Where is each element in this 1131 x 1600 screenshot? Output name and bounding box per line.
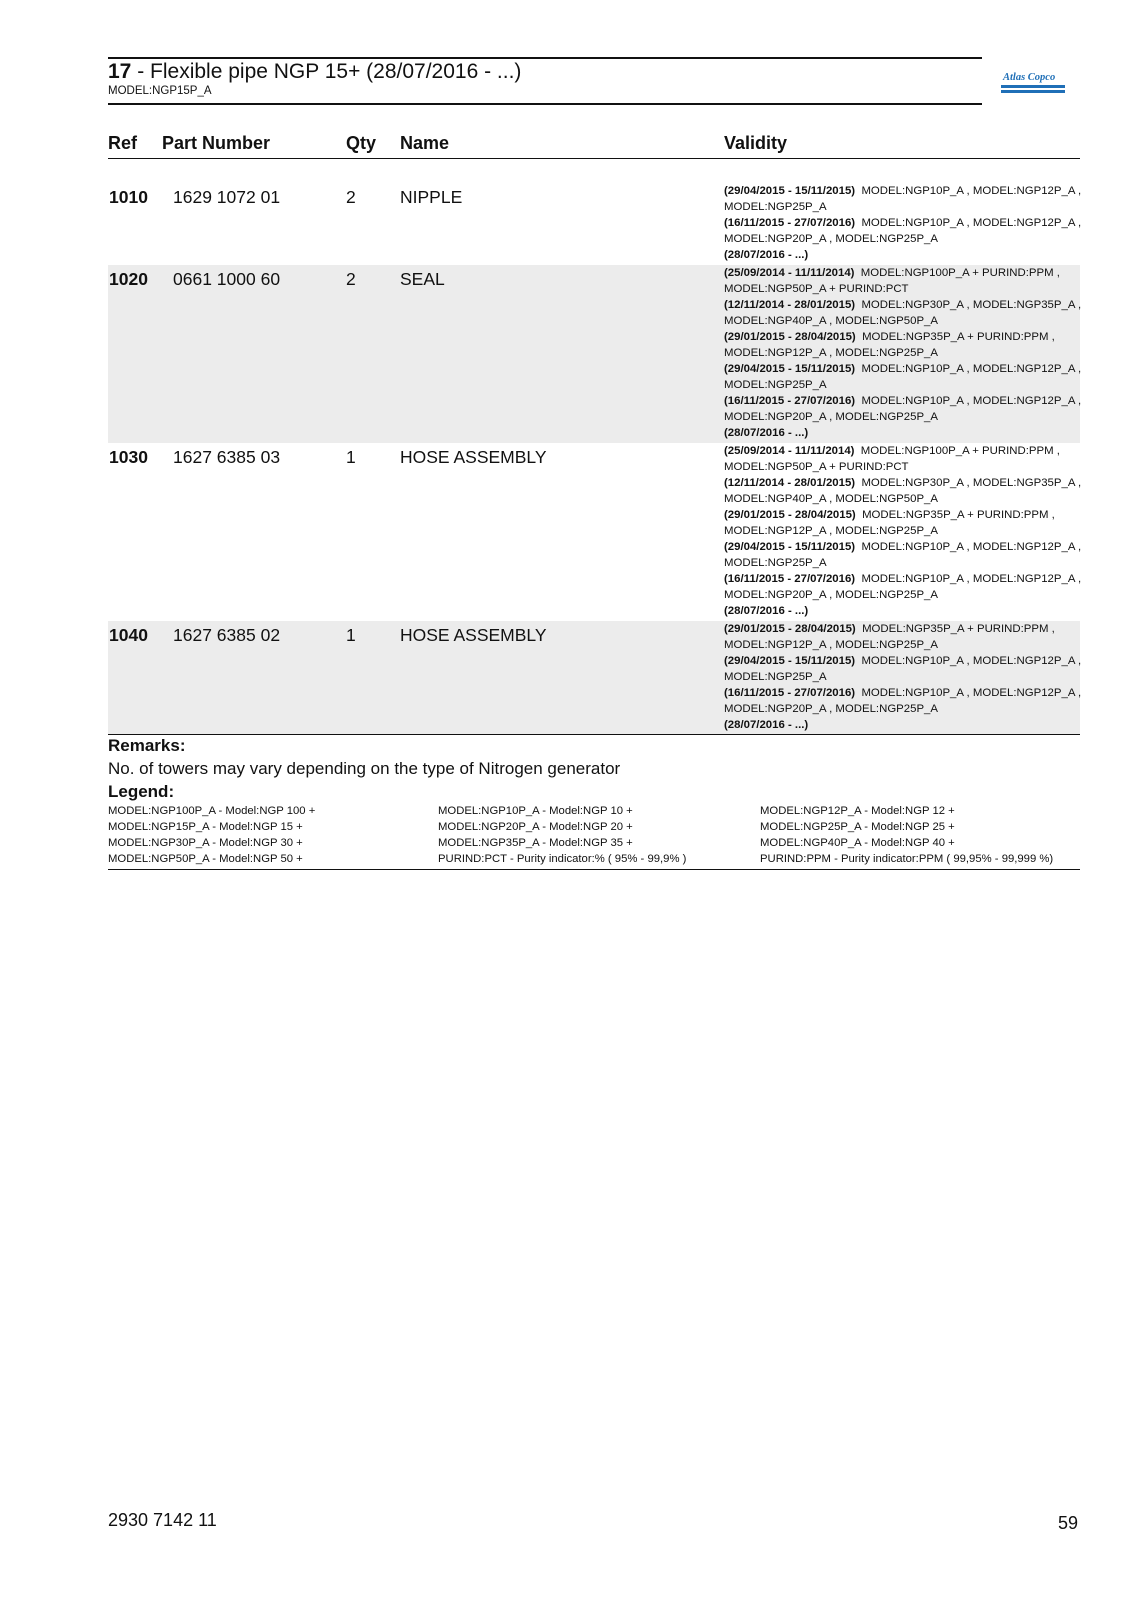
validity-line	[724, 653, 1080, 669]
legend-item: MODEL:NGP40P_A - Model:NGP 40 +	[760, 837, 955, 849]
table-row	[108, 621, 1080, 734]
validity-models: MODEL:NGP10P_A , MODEL:NGP12P_A ,	[855, 185, 1082, 197]
validity-date-range: (12/11/2014 - 28/01/2015)	[724, 299, 856, 311]
ref-cell: 1040	[109, 625, 148, 645]
section-title: - Flexible pipe NGP 15+ (28/07/2016 - ...)	[131, 60, 522, 83]
legend-item: PURIND:PCT - Purity indicator:% ( 95% - 99,9% )	[438, 853, 687, 865]
qty-cell: 1	[346, 447, 356, 467]
legend-item: MODEL:NGP10P_A - Model:NGP 10 +	[438, 805, 633, 817]
validity-line	[724, 555, 1080, 571]
section-number: 17	[108, 60, 132, 83]
validity-date-range: (28/07/2016 - ...)	[724, 249, 809, 261]
validity-line	[724, 717, 1080, 733]
validity-date-range: (29/04/2015 - 15/11/2015)	[724, 185, 856, 197]
legend-bottom-divider	[108, 869, 1080, 870]
validity-line	[724, 377, 1080, 393]
validity-models: MODEL:NGP35P_A + PURIND:PPM ,	[855, 623, 1055, 635]
validity-date-range: (29/01/2015 - 28/04/2015)	[724, 331, 856, 343]
validity-models: MODEL:NGP10P_A , MODEL:NGP12P_A ,	[855, 573, 1082, 585]
validity-date-range: (25/09/2014 - 11/11/2014)	[724, 267, 855, 279]
validity-models: MODEL:NGP100P_A + PURIND:PPM ,	[854, 445, 1060, 457]
qty-cell: 2	[346, 269, 356, 289]
validity-date-range: (29/01/2015 - 28/04/2015)	[724, 623, 856, 635]
validity-line	[724, 361, 1080, 377]
name-cell: NIPPLE	[400, 187, 463, 207]
validity-models: MODEL:NGP30P_A , MODEL:NGP35P_A ,	[855, 299, 1082, 311]
validity-models: MODEL:NGP25P_A	[724, 379, 827, 391]
validity-date-range: (29/01/2015 - 28/04/2015)	[724, 509, 856, 521]
column-header-validity: Validity	[724, 133, 788, 153]
qty-cell: 1	[346, 625, 356, 645]
validity-models: MODEL:NGP20P_A , MODEL:NGP25P_A	[724, 233, 938, 245]
validity-models: MODEL:NGP12P_A , MODEL:NGP25P_A	[724, 639, 938, 651]
part-number-cell: 1629 1072 01	[173, 187, 281, 207]
validity-models: MODEL:NGP40P_A , MODEL:NGP50P_A	[724, 493, 938, 505]
validity-line	[724, 539, 1080, 555]
legend-item: MODEL:NGP50P_A - Model:NGP 50 +	[108, 853, 303, 865]
validity-line	[724, 247, 1080, 263]
legend-item: MODEL:NGP35P_A - Model:NGP 35 +	[438, 837, 633, 849]
page-number: 59	[1058, 1513, 1079, 1533]
validity-line	[724, 685, 1080, 701]
page-header	[108, 57, 982, 105]
ref-cell: 1030	[109, 447, 148, 467]
validity-line	[724, 199, 1080, 215]
validity-line	[724, 345, 1080, 361]
atlas-copco-logo	[1001, 67, 1065, 95]
validity-models: MODEL:NGP25P_A	[724, 201, 827, 213]
legend	[108, 805, 1080, 869]
validity-line	[724, 491, 1080, 507]
table-bottom-divider	[108, 734, 1080, 735]
validity-models: MODEL:NGP20P_A , MODEL:NGP25P_A	[724, 589, 938, 601]
validity-models: MODEL:NGP35P_A + PURIND:PPM ,	[855, 509, 1055, 521]
legend-item: PURIND:PPM - Purity indicator:PPM ( 99,95% - 99,999 %)	[760, 853, 1054, 865]
validity-line	[724, 621, 1080, 637]
validity-models: MODEL:NGP50P_A + PURIND:PCT	[724, 461, 909, 473]
column-header-part-number: Part Number	[162, 133, 271, 153]
validity-models: MODEL:NGP30P_A , MODEL:NGP35P_A ,	[855, 477, 1082, 489]
validity-models: MODEL:NGP12P_A , MODEL:NGP25P_A	[724, 347, 938, 359]
validity-date-range: (28/07/2016 - ...)	[724, 427, 809, 439]
validity-models: MODEL:NGP10P_A , MODEL:NGP12P_A ,	[855, 541, 1082, 553]
validity-models: MODEL:NGP10P_A , MODEL:NGP12P_A ,	[855, 363, 1082, 375]
column-header-ref: Ref	[108, 133, 138, 153]
validity-line	[724, 215, 1080, 231]
page-title	[108, 60, 521, 84]
validity-date-range: (25/09/2014 - 11/11/2014)	[724, 445, 855, 457]
qty-cell: 2	[346, 187, 356, 207]
legend-item: MODEL:NGP30P_A - Model:NGP 30 +	[108, 837, 303, 849]
validity-date-range: (16/11/2015 - 27/07/2016)	[724, 573, 856, 585]
validity-models: MODEL:NGP35P_A + PURIND:PPM ,	[855, 331, 1055, 343]
validity-line	[724, 265, 1080, 281]
part-number-cell: 1627 6385 03	[173, 447, 281, 467]
validity-line	[724, 459, 1080, 475]
validity-date-range: (16/11/2015 - 27/07/2016)	[724, 395, 856, 407]
validity-line	[724, 701, 1080, 717]
validity-line	[724, 603, 1080, 619]
validity-cell	[724, 621, 1080, 733]
remarks-text: No. of towers may vary depending on the type of Nitrogen generator	[108, 759, 621, 778]
validity-line	[724, 425, 1080, 441]
validity-date-range: (29/04/2015 - 15/11/2015)	[724, 541, 856, 553]
validity-date-range: (29/04/2015 - 15/11/2015)	[724, 655, 856, 667]
legend-item: MODEL:NGP100P_A - Model:NGP 100 +	[108, 805, 316, 817]
validity-models: MODEL:NGP12P_A , MODEL:NGP25P_A	[724, 525, 938, 537]
part-number-cell: 0661 1000 60	[173, 269, 281, 289]
validity-line	[724, 409, 1080, 425]
validity-line	[724, 637, 1080, 653]
validity-date-range: (28/07/2016 - ...)	[724, 605, 809, 617]
ref-cell: 1020	[109, 269, 148, 289]
validity-models: MODEL:NGP50P_A + PURIND:PCT	[724, 283, 909, 295]
table-row	[108, 443, 1080, 621]
validity-line	[724, 523, 1080, 539]
validity-models: MODEL:NGP25P_A	[724, 671, 827, 683]
validity-models: MODEL:NGP20P_A , MODEL:NGP25P_A	[724, 703, 938, 715]
validity-line	[724, 329, 1080, 345]
name-cell: SEAL	[400, 269, 445, 289]
validity-line	[724, 475, 1080, 491]
validity-date-range: (29/04/2015 - 15/11/2015)	[724, 363, 856, 375]
validity-line	[724, 297, 1080, 313]
legend-item: MODEL:NGP25P_A - Model:NGP 25 +	[760, 821, 955, 833]
logo-text: Atlas Copco	[1003, 72, 1056, 83]
validity-models: MODEL:NGP10P_A , MODEL:NGP12P_A ,	[855, 687, 1082, 699]
validity-models: MODEL:NGP10P_A , MODEL:NGP12P_A ,	[855, 217, 1082, 229]
part-number-cell: 1627 6385 02	[173, 625, 281, 645]
validity-date-range: (16/11/2015 - 27/07/2016)	[724, 217, 856, 229]
validity-line	[724, 393, 1080, 409]
legend-item: MODEL:NGP15P_A - Model:NGP 15 +	[108, 821, 303, 833]
validity-line	[724, 183, 1080, 199]
validity-models: MODEL:NGP10P_A , MODEL:NGP12P_A ,	[855, 655, 1082, 667]
column-header-qty: Qty	[346, 133, 377, 153]
validity-line	[724, 281, 1080, 297]
table-row	[108, 265, 1080, 443]
header-divider	[108, 158, 1080, 159]
validity-line	[724, 507, 1080, 523]
name-cell: HOSE ASSEMBLY	[400, 447, 547, 467]
validity-cell	[724, 443, 1080, 619]
validity-models: MODEL:NGP20P_A , MODEL:NGP25P_A	[724, 411, 938, 423]
validity-models: MODEL:NGP40P_A , MODEL:NGP50P_A	[724, 315, 938, 327]
name-cell: HOSE ASSEMBLY	[400, 625, 547, 645]
validity-date-range: (28/07/2016 - ...)	[724, 719, 809, 731]
validity-line	[724, 231, 1080, 247]
validity-line	[724, 669, 1080, 685]
validity-line	[724, 313, 1080, 329]
table-row	[108, 183, 1080, 265]
validity-cell	[724, 265, 1080, 441]
column-header-name: Name	[400, 133, 450, 153]
ref-cell: 1010	[109, 187, 148, 207]
legend-heading: Legend:	[108, 782, 175, 801]
validity-models: MODEL:NGP25P_A	[724, 557, 827, 569]
validity-models: MODEL:NGP100P_A + PURIND:PPM ,	[854, 267, 1060, 279]
model-code: MODEL:NGP15P_A	[108, 85, 212, 97]
validity-line	[724, 443, 1080, 459]
validity-date-range: (12/11/2014 - 28/01/2015)	[724, 477, 856, 489]
legend-item: MODEL:NGP20P_A - Model:NGP 20 +	[438, 821, 633, 833]
validity-models: MODEL:NGP10P_A , MODEL:NGP12P_A ,	[855, 395, 1082, 407]
validity-date-range: (16/11/2015 - 27/07/2016)	[724, 687, 856, 699]
validity-line	[724, 571, 1080, 587]
validity-line	[724, 587, 1080, 603]
document-number: 2930 7142 11	[108, 1510, 217, 1530]
legend-item: MODEL:NGP12P_A - Model:NGP 12 +	[760, 805, 955, 817]
validity-cell	[724, 183, 1080, 263]
remarks-heading: Remarks:	[108, 736, 186, 755]
